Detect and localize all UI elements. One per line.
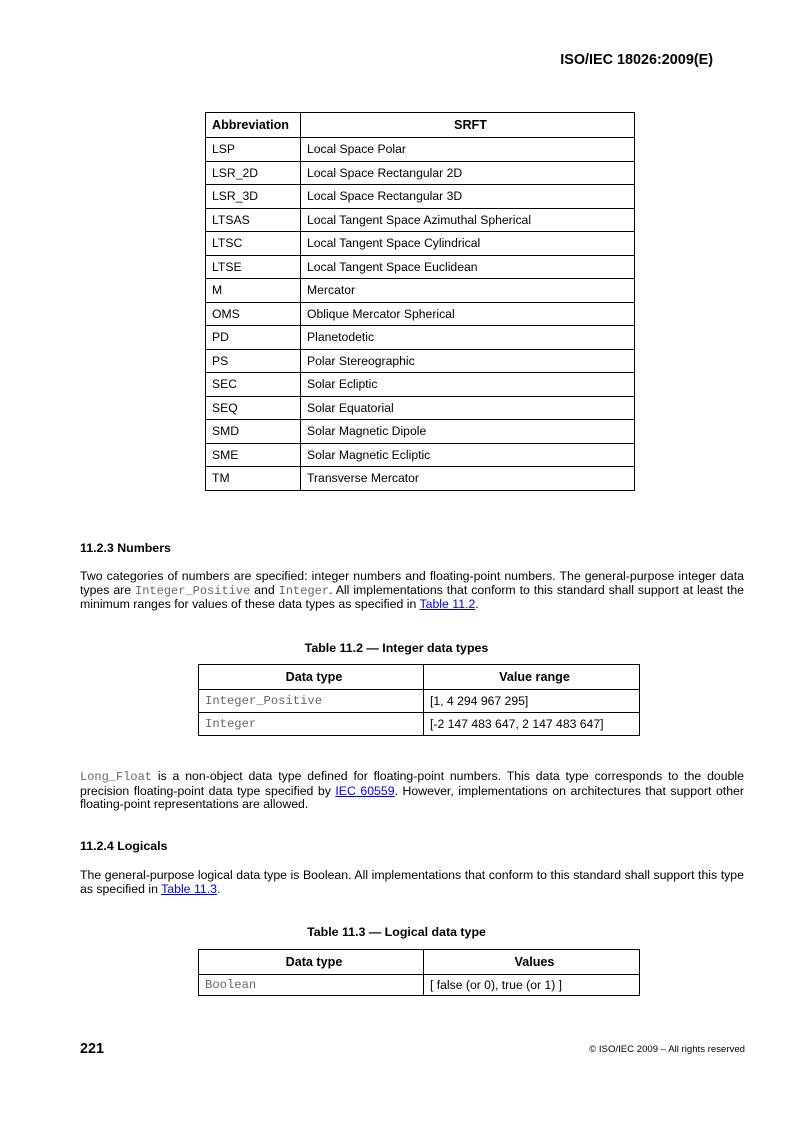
table-cell-value: Local Space Rectangular 3D	[301, 185, 635, 209]
text-run: and	[250, 582, 279, 597]
table-cell-value: Local Space Polar	[301, 138, 635, 162]
table-row	[206, 255, 635, 279]
logical-data-type-table	[198, 949, 640, 996]
table-cell-value: Local Tangent Space Euclidean	[301, 255, 635, 279]
code-integer: Integer	[278, 583, 330, 598]
numbers-paragraph-1	[80, 570, 744, 612]
table-header-srft: SRFT	[301, 113, 635, 138]
code-integer-positive: Integer_Positive	[135, 583, 251, 598]
text-run: The general-purpose logical data type is Boolean. All implementations that conform to this standard shall support this type as specified in	[80, 868, 744, 896]
copyright-notice: © ISO/IEC 2009 – All rights reserved	[589, 1044, 745, 1055]
table-cell-value: Transverse Mercator	[301, 467, 635, 491]
table-cell-value: [1, 4 294 967 295]	[424, 690, 640, 713]
table-row	[206, 467, 635, 491]
table-row	[199, 975, 640, 996]
table-cell-key: SME	[206, 443, 301, 467]
integer-data-types-table	[198, 664, 640, 736]
table-row	[206, 138, 635, 162]
table-cell-value: Local Space Rectangular 2D	[301, 161, 635, 185]
table-cell-key: PS	[206, 349, 301, 373]
table-cell-key: PD	[206, 326, 301, 350]
table-11-2-link[interactable]: Table 11.2	[419, 597, 476, 612]
table-header-abbreviation: Abbreviation	[206, 113, 301, 138]
table-row	[206, 420, 635, 444]
numbers-paragraph-2	[80, 770, 744, 812]
table-row	[206, 326, 635, 350]
table-row	[206, 396, 635, 420]
table-header-values: Values	[424, 950, 640, 975]
table-header-data-type: Data type	[199, 950, 424, 975]
table-cell-value: Solar Magnetic Dipole	[301, 420, 635, 444]
table-cell-value: Local Tangent Space Cylindrical	[301, 232, 635, 256]
table-11-2-caption: Table 11.2 — Integer data types	[304, 641, 489, 655]
iec-60559-link[interactable]: IEC 60559	[335, 783, 395, 798]
text-run: .	[216, 881, 221, 896]
table-cell-value: Solar Magnetic Ecliptic	[301, 443, 635, 467]
table-cell-value: Solar Ecliptic	[301, 373, 635, 397]
table-row	[206, 279, 635, 303]
table-cell-key: Integer	[199, 713, 424, 736]
text-run: Two categories of numbers are specified: integer numbers and floating-point numbers. The general-purpose integer data types are	[80, 569, 744, 597]
page-number: 221	[80, 1041, 105, 1057]
table-cell-key: M	[206, 279, 301, 303]
text-run: . However, implementations on architectures that support other floating-point representations are allowed.	[80, 783, 744, 812]
abbreviation-table	[205, 112, 635, 491]
table-cell-key: LSR_2D	[206, 161, 301, 185]
table-cell-key: Boolean	[199, 975, 424, 996]
table-cell-key: LSR_3D	[206, 185, 301, 209]
table-cell-value: Polar Stereographic	[301, 349, 635, 373]
text-run: . All implementations that conform to this standard shall support at least the minimum ranges for values of these data types as specified in	[80, 582, 744, 612]
table-cell-key: LTSC	[206, 232, 301, 256]
logical-table-body	[199, 975, 640, 996]
table-cell-value: [-2 147 483 647, 2 147 483 647]	[424, 713, 640, 736]
table-row	[199, 713, 640, 736]
table-cell-key: SEQ	[206, 396, 301, 420]
document-header: ISO/IEC 18026:2009(E)	[560, 52, 713, 68]
table-cell-key: OMS	[206, 302, 301, 326]
table-cell-key: Integer_Positive	[199, 690, 424, 713]
table-row	[206, 349, 635, 373]
table-cell-key: LTSAS	[206, 208, 301, 232]
table-11-3-caption: Table 11.3 — Logical data type	[307, 925, 486, 939]
table-row	[206, 302, 635, 326]
code-long-float: Long_Float	[80, 770, 153, 784]
table-cell-key: TM	[206, 467, 301, 491]
table-row	[206, 443, 635, 467]
section-title-logicals: 11.2.4 Logicals	[80, 839, 168, 853]
table-cell-key: SEC	[206, 373, 301, 397]
table-cell-value: Mercator	[301, 279, 635, 303]
table-header-value-range: Value range	[424, 665, 640, 690]
table-cell-value: Planetodetic	[301, 326, 635, 350]
table-cell-key: SMD	[206, 420, 301, 444]
integer-table-body	[199, 690, 640, 736]
table-cell-value: Local Tangent Space Azimuthal Spherical	[301, 208, 635, 232]
table-cell-key: LSP	[206, 138, 301, 162]
table-cell-value: Solar Equatorial	[301, 396, 635, 420]
table-cell-key: LTSE	[206, 255, 301, 279]
table-header-data-type: Data type	[199, 665, 424, 690]
table-cell-value: [ false (or 0), true (or 1) ]	[424, 975, 640, 996]
table-cell-value: Oblique Mercator Spherical	[301, 302, 635, 326]
table-row	[206, 232, 635, 256]
table-11-3-link[interactable]: Table 11.3	[161, 881, 217, 896]
logicals-paragraph	[80, 869, 744, 896]
section-title-numbers: 11.2.3 Numbers	[80, 541, 171, 555]
table-row	[206, 185, 635, 209]
table-row	[206, 161, 635, 185]
text-run: .	[475, 597, 479, 612]
table-row	[206, 373, 635, 397]
text-run: is a non-object data type defined for floating-point numbers. This data type corresponds to the double precision floating-point data type specified by	[80, 769, 744, 798]
table-row	[206, 208, 635, 232]
table-row	[199, 690, 640, 713]
abbreviation-table-body	[206, 138, 635, 491]
